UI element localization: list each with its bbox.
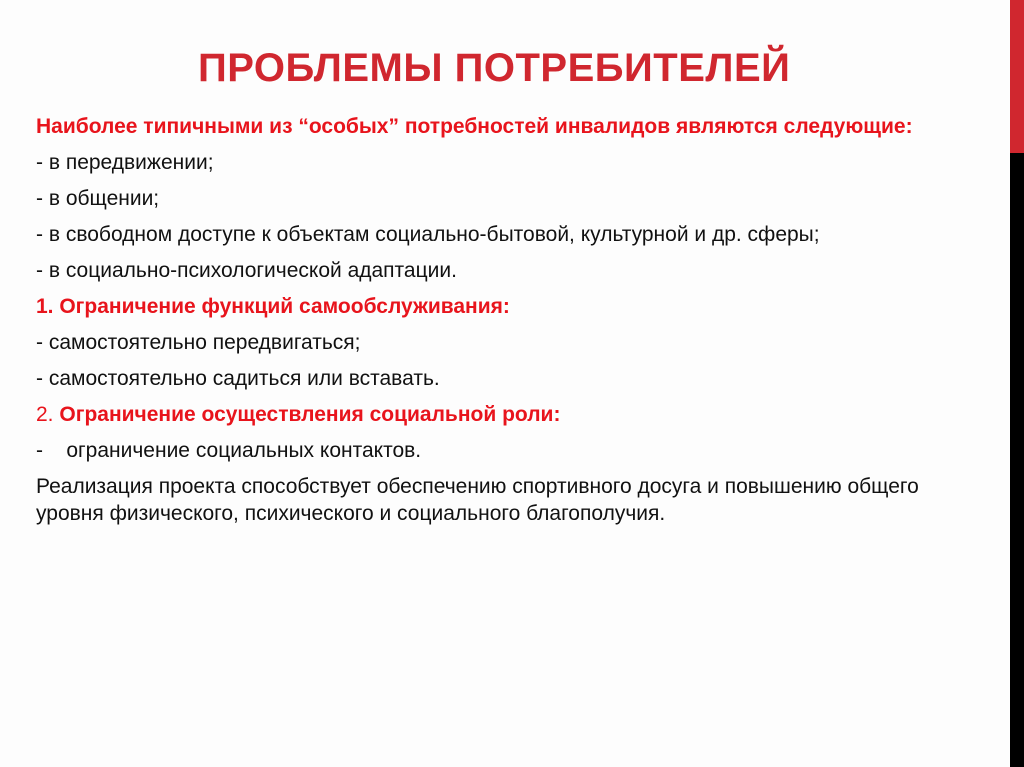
- need-item: - в передвижении;: [36, 151, 214, 174]
- conclusion-text: Реализация проекта способствует обеспечению спортивного досуга и повышению общего уровня физического, психического и социального благополучия.: [36, 475, 919, 525]
- section2-heading-line: [36, 401, 986, 428]
- section2-heading: Ограничение осуществления социальной роли:: [59, 403, 561, 426]
- need-item: - в социально-психологической адаптации.: [36, 259, 457, 282]
- need-item: - в свободном доступе к объектам социально-бытовой, культурной и др. сферы;: [36, 223, 820, 246]
- section1-item: - самостоятельно передвигаться;: [36, 331, 361, 354]
- section2-number: 2.: [36, 403, 60, 426]
- edge-accent-bar-red: [1010, 0, 1024, 153]
- intro-text: Наиболее типичными из “особых” потребностей инвалидов являются следующие:: [36, 115, 913, 138]
- slide-body: [36, 113, 986, 536]
- section1-heading: 1. Ограничение функций самообслуживания:: [36, 295, 510, 318]
- slide-title: ПРОБЛЕМЫ ПОТРЕБИТЕЛЕЙ: [198, 46, 791, 90]
- section1-item: - самостоятельно садиться или вставать.: [36, 367, 440, 390]
- edge-accent-bar-black: [1010, 153, 1024, 767]
- need-item: - в общении;: [36, 187, 160, 210]
- section2-item: - ограничение социальных контактов.: [36, 439, 422, 462]
